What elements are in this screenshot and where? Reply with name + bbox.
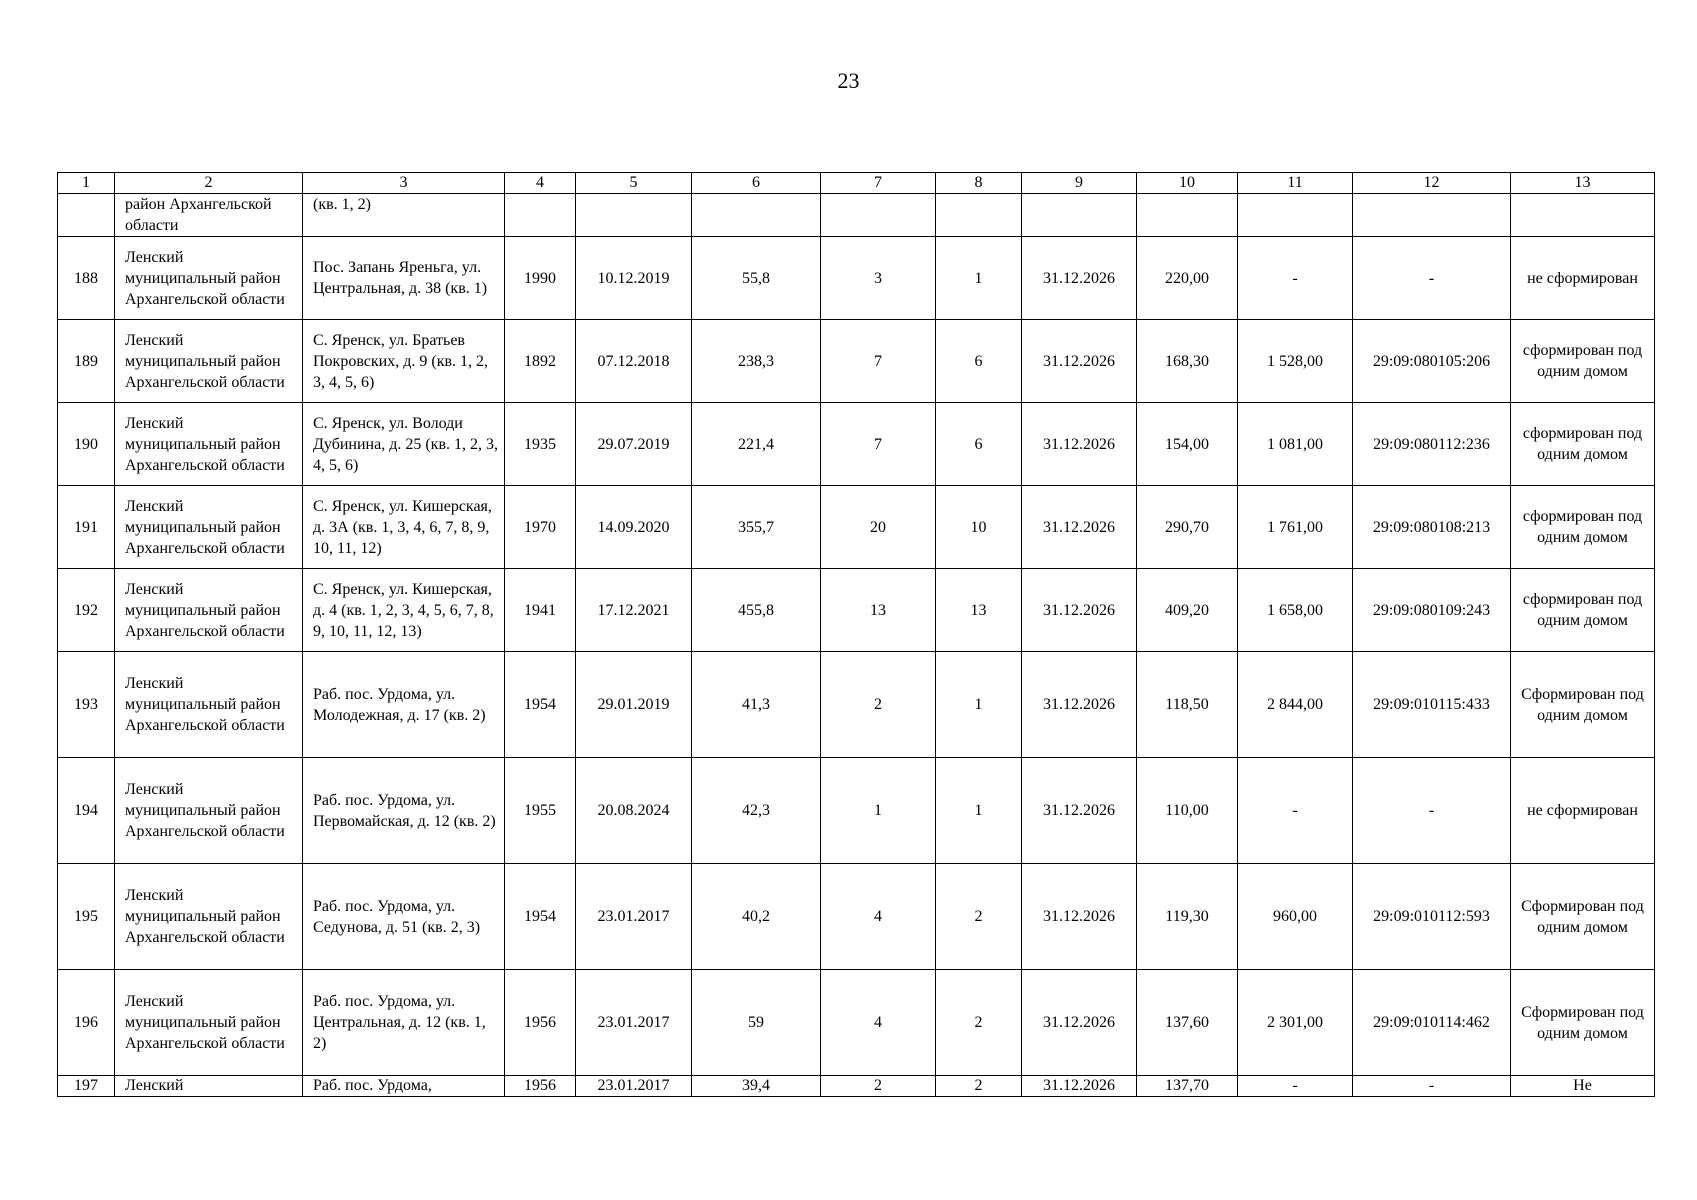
column-number: 6: [692, 173, 821, 194]
apartments-count-cell: 1: [936, 652, 1022, 758]
column-number: 13: [1511, 173, 1655, 194]
column-number: 1: [58, 173, 115, 194]
row-number-cell: 189: [58, 320, 115, 403]
cadastral-number-cell: 29:09:010115:433: [1353, 652, 1511, 758]
area-cell: 355,7: [692, 486, 821, 569]
residents-count-cell: 2: [821, 652, 936, 758]
row-number-cell: 194: [58, 758, 115, 864]
table-row: [58, 1076, 1655, 1097]
column-number-row: [58, 173, 1655, 194]
land-area-cell: 960,00: [1238, 864, 1353, 970]
municipality-cell: Ленский муниципальный район Архангельской области: [115, 758, 303, 864]
column-number: 12: [1353, 173, 1511, 194]
year-built-cell: 1954: [505, 652, 576, 758]
residents-count-cell: 3: [821, 237, 936, 320]
municipality-cell: Ленский муниципальный район Архангельской области: [115, 320, 303, 403]
value-cell: 137,60: [1137, 970, 1238, 1076]
land-status-cell: сформирован под одним домом: [1511, 486, 1655, 569]
resettlement-deadline-cell: 31.12.2026: [1022, 758, 1137, 864]
table-cell: [1511, 194, 1655, 237]
table-row: [58, 486, 1655, 569]
residents-count-cell: 20: [821, 486, 936, 569]
resettlement-deadline-cell: 31.12.2026: [1022, 320, 1137, 403]
recognition-date-cell: 10.12.2019: [576, 237, 692, 320]
apartments-count-cell: 6: [936, 320, 1022, 403]
row-number-cell: 188: [58, 237, 115, 320]
area-cell: 238,3: [692, 320, 821, 403]
address-cell: С. Яренск, ул. Володи Дубинина, д. 25 (кв. 1, 2, 3, 4, 5, 6): [303, 403, 505, 486]
residents-count-cell: 13: [821, 569, 936, 652]
area-cell: 39,4: [692, 1076, 821, 1097]
land-area-cell: 2 301,00: [1238, 970, 1353, 1076]
municipality-cell: Ленский муниципальный район Архангельской области: [115, 569, 303, 652]
table-cell: [1137, 194, 1238, 237]
address-cell: Раб. пос. Урдома,: [303, 1076, 505, 1097]
table-row: [58, 237, 1655, 320]
row-number-cell: 191: [58, 486, 115, 569]
column-number: 10: [1137, 173, 1238, 194]
land-area-cell: 1 658,00: [1238, 569, 1353, 652]
row-number-cell: 190: [58, 403, 115, 486]
year-built-cell: 1954: [505, 864, 576, 970]
column-number: 8: [936, 173, 1022, 194]
resettlement-deadline-cell: 31.12.2026: [1022, 569, 1137, 652]
recognition-date-cell: 14.09.2020: [576, 486, 692, 569]
municipality-cell: Ленский муниципальный район Архангельской области: [115, 970, 303, 1076]
value-cell: 119,30: [1137, 864, 1238, 970]
area-cell: 59: [692, 970, 821, 1076]
resettlement-deadline-cell: 31.12.2026: [1022, 652, 1137, 758]
residents-count-cell: 4: [821, 864, 936, 970]
area-cell: 455,8: [692, 569, 821, 652]
residents-count-cell: 4: [821, 970, 936, 1076]
apartments-count-cell: 6: [936, 403, 1022, 486]
land-status-cell: сформирован под одним домом: [1511, 403, 1655, 486]
apartments-count-cell: 1: [936, 237, 1022, 320]
value-cell: 220,00: [1137, 237, 1238, 320]
row-number-cell: [58, 194, 115, 237]
land-area-cell: -: [1238, 1076, 1353, 1097]
address-cell: Пос. Запань Яреньга, ул. Центральная, д. 38 (кв. 1): [303, 237, 505, 320]
table-cell: [1022, 194, 1137, 237]
table-row: [58, 403, 1655, 486]
row-number-cell: 195: [58, 864, 115, 970]
resettlement-deadline-cell: 31.12.2026: [1022, 237, 1137, 320]
address-cell: Раб. пос. Урдома, ул. Молодежная, д. 17 (кв. 2): [303, 652, 505, 758]
year-built-cell: 1956: [505, 1076, 576, 1097]
table-cell: [505, 194, 576, 237]
municipality-cell: Ленский муниципальный район Архангельской области: [115, 237, 303, 320]
land-area-cell: -: [1238, 758, 1353, 864]
cadastral-number-cell: -: [1353, 758, 1511, 864]
recognition-date-cell: 07.12.2018: [576, 320, 692, 403]
apartments-count-cell: 13: [936, 569, 1022, 652]
table-cell: [576, 194, 692, 237]
land-status-cell: Не: [1511, 1076, 1655, 1097]
recognition-date-cell: 17.12.2021: [576, 569, 692, 652]
area-cell: 55,8: [692, 237, 821, 320]
row-number-cell: 192: [58, 569, 115, 652]
value-cell: 118,50: [1137, 652, 1238, 758]
apartments-count-cell: 2: [936, 1076, 1022, 1097]
cadastral-number-cell: 29:09:080109:243: [1353, 569, 1511, 652]
address-cell: Раб. пос. Урдома, ул. Седунова, д. 51 (кв. 2, 3): [303, 864, 505, 970]
land-status-cell: не сформирован: [1511, 237, 1655, 320]
residents-count-cell: 7: [821, 403, 936, 486]
municipality-cell: Ленский муниципальный район Архангельской области: [115, 486, 303, 569]
land-area-cell: 1 761,00: [1238, 486, 1353, 569]
apartments-count-cell: 10: [936, 486, 1022, 569]
cadastral-number-cell: 29:09:080105:206: [1353, 320, 1511, 403]
land-area-cell: 1 081,00: [1238, 403, 1353, 486]
column-number: 2: [115, 173, 303, 194]
row-number-cell: 197: [58, 1076, 115, 1097]
residents-count-cell: 2: [821, 1076, 936, 1097]
municipality-cell: Ленский муниципальный район Архангельской области: [115, 652, 303, 758]
land-status-cell: не сформирован: [1511, 758, 1655, 864]
table-cell: [1353, 194, 1511, 237]
cadastral-number-cell: -: [1353, 237, 1511, 320]
land-area-cell: -: [1238, 237, 1353, 320]
address-cell: (кв. 1, 2): [303, 194, 505, 237]
continued-row: [58, 194, 1655, 237]
column-number: 9: [1022, 173, 1137, 194]
table-cell: [1238, 194, 1353, 237]
recognition-date-cell: 23.01.2017: [576, 864, 692, 970]
year-built-cell: 1970: [505, 486, 576, 569]
apartments-count-cell: 1: [936, 758, 1022, 864]
municipality-cell: район Архангельской области: [115, 194, 303, 237]
column-number: 3: [303, 173, 505, 194]
value-cell: 154,00: [1137, 403, 1238, 486]
land-status-cell: сформирован под одним домом: [1511, 320, 1655, 403]
year-built-cell: 1935: [505, 403, 576, 486]
year-built-cell: 1990: [505, 237, 576, 320]
column-number: 7: [821, 173, 936, 194]
column-number: 11: [1238, 173, 1353, 194]
residents-count-cell: 1: [821, 758, 936, 864]
address-cell: Раб. пос. Урдома, ул. Первомайская, д. 12 (кв. 2): [303, 758, 505, 864]
table-row: [58, 970, 1655, 1076]
land-area-cell: 1 528,00: [1238, 320, 1353, 403]
address-cell: Раб. пос. Урдома, ул. Центральная, д. 12 (кв. 1, 2): [303, 970, 505, 1076]
value-cell: 110,00: [1137, 758, 1238, 864]
resettlement-deadline-cell: 31.12.2026: [1022, 864, 1137, 970]
year-built-cell: 1941: [505, 569, 576, 652]
recognition-date-cell: 29.07.2019: [576, 403, 692, 486]
value-cell: 290,70: [1137, 486, 1238, 569]
column-number: 4: [505, 173, 576, 194]
land-status-cell: Сформирован под одним домом: [1511, 652, 1655, 758]
recognition-date-cell: 23.01.2017: [576, 970, 692, 1076]
page-number: 23: [837, 68, 860, 93]
municipality-cell: Ленский муниципальный район Архангельской области: [115, 403, 303, 486]
resettlement-deadline-cell: 31.12.2026: [1022, 1076, 1137, 1097]
residents-count-cell: 7: [821, 320, 936, 403]
recognition-date-cell: 23.01.2017: [576, 1076, 692, 1097]
year-built-cell: 1892: [505, 320, 576, 403]
year-built-cell: 1956: [505, 970, 576, 1076]
cadastral-number-cell: 29:09:080112:236: [1353, 403, 1511, 486]
area-cell: 42,3: [692, 758, 821, 864]
cadastral-number-cell: 29:09:080108:213: [1353, 486, 1511, 569]
table-row: [58, 864, 1655, 970]
municipality-cell: Ленский: [115, 1076, 303, 1097]
row-number-cell: 196: [58, 970, 115, 1076]
land-status-cell: Сформирован под одним домом: [1511, 864, 1655, 970]
year-built-cell: 1955: [505, 758, 576, 864]
municipality-cell: Ленский муниципальный район Архангельской области: [115, 864, 303, 970]
value-cell: 168,30: [1137, 320, 1238, 403]
table-cell: [936, 194, 1022, 237]
address-cell: С. Яренск, ул. Кишерская, д. 3А (кв. 1, 3, 4, 6, 7, 8, 9, 10, 11, 12): [303, 486, 505, 569]
row-number-cell: 193: [58, 652, 115, 758]
resettlement-deadline-cell: 31.12.2026: [1022, 403, 1137, 486]
table-cell: [692, 194, 821, 237]
cadastral-number-cell: 29:09:010114:462: [1353, 970, 1511, 1076]
address-cell: С. Яренск, ул. Кишерская, д. 4 (кв. 1, 2, 3, 4, 5, 6, 7, 8, 9, 10, 11, 12, 13): [303, 569, 505, 652]
cadastral-number-cell: 29:09:010112:593: [1353, 864, 1511, 970]
recognition-date-cell: 29.01.2019: [576, 652, 692, 758]
recognition-date-cell: 20.08.2024: [576, 758, 692, 864]
table-row: [58, 652, 1655, 758]
resettlement-deadline-cell: 31.12.2026: [1022, 970, 1137, 1076]
value-cell: 137,70: [1137, 1076, 1238, 1097]
apartments-count-cell: 2: [936, 970, 1022, 1076]
address-cell: С. Яренск, ул. Братьев Покровских, д. 9 (кв. 1, 2, 3, 4, 5, 6): [303, 320, 505, 403]
housing-registry-table: [57, 172, 1655, 1097]
table-cell: [821, 194, 936, 237]
land-status-cell: Сформирован под одним домом: [1511, 970, 1655, 1076]
value-cell: 409,20: [1137, 569, 1238, 652]
area-cell: 40,2: [692, 864, 821, 970]
resettlement-deadline-cell: 31.12.2026: [1022, 486, 1137, 569]
land-area-cell: 2 844,00: [1238, 652, 1353, 758]
table-row: [58, 569, 1655, 652]
area-cell: 221,4: [692, 403, 821, 486]
land-status-cell: сформирован под одним домом: [1511, 569, 1655, 652]
cadastral-number-cell: -: [1353, 1076, 1511, 1097]
area-cell: 41,3: [692, 652, 821, 758]
table-row: [58, 320, 1655, 403]
column-number: 5: [576, 173, 692, 194]
apartments-count-cell: 2: [936, 864, 1022, 970]
table-row: [58, 758, 1655, 864]
